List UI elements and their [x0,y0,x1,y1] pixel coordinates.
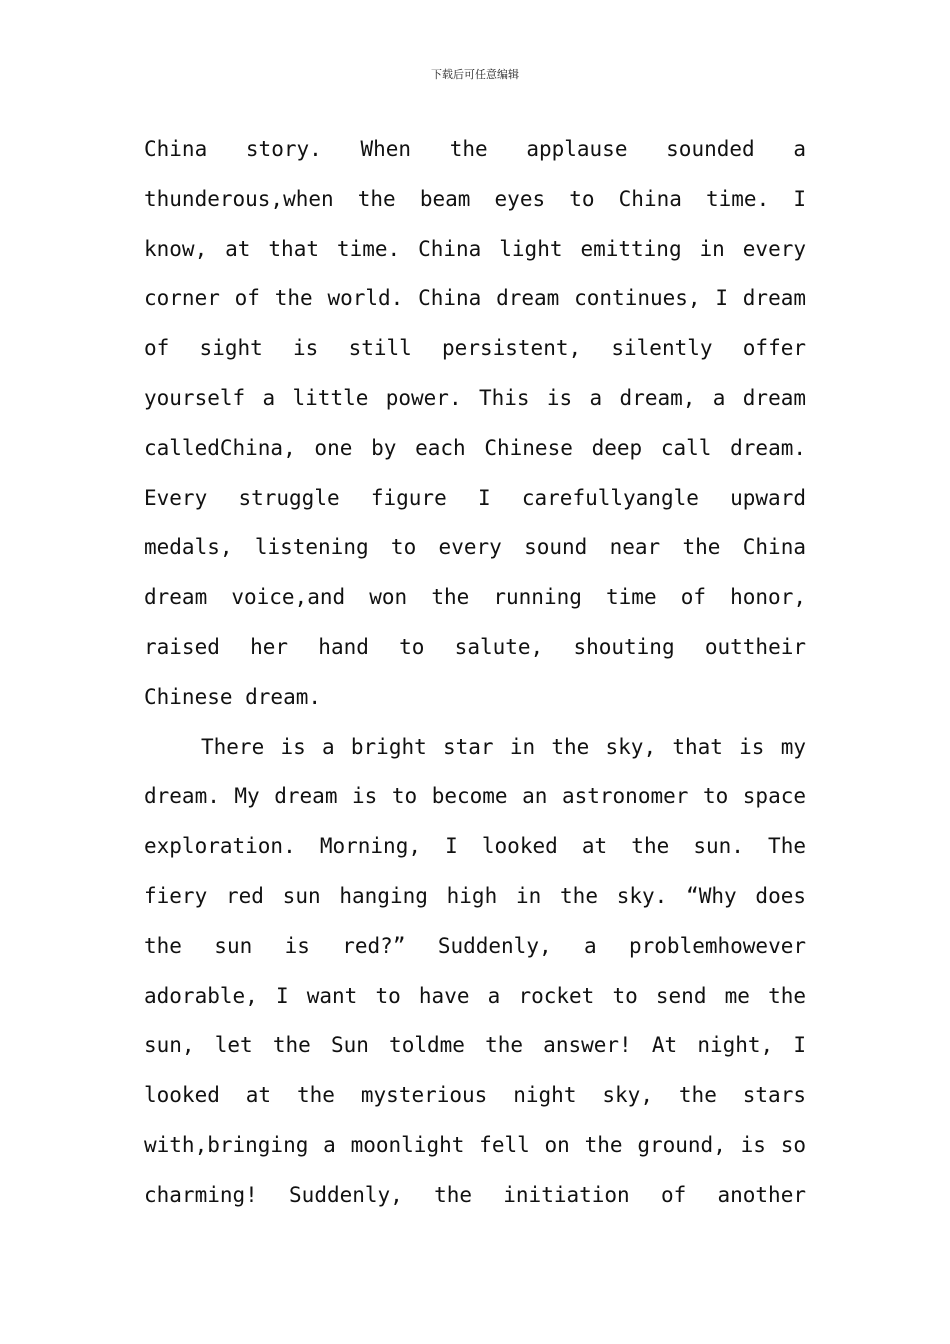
text-line: medals, listening to every sound near the China [144,535,806,560]
text-line: fiery red sun hanging high in the sky. “Why does [144,883,806,908]
text-line: adorable, I want to have a rocket to send me the [144,983,806,1008]
text-line: Chinese dream. [144,684,322,709]
text-line: exploration. Morning, I looked at the sun. The [144,834,806,859]
paragraph-1 [144,125,806,723]
text-line: charming! Suddenly, the initiation of another [144,1182,806,1207]
text-line: dream. My dream is to become an astronomer to space [144,784,806,809]
text-line: the sun is red?” Suddenly, a problemhowever [144,933,806,958]
text-line: know, at that time. China light emitting in every [144,236,806,261]
text-line: sun, let the Sun toldme the answer! At night, I [144,1033,806,1058]
paragraph-2 [144,723,806,1221]
text-line: yourself a little power. This is a dream, a dream [144,385,806,410]
text-line: with,bringing a moonlight fell on the ground, is so [144,1132,806,1157]
text-line: of sight is still persistent, silently offer [144,336,806,361]
text-line: dream voice,and won the running time of honor, [144,585,806,610]
text-line: thunderous,when the beam eyes to China time. I [144,186,806,211]
text-line: looked at the mysterious night sky, the stars [144,1083,806,1108]
text-line: corner of the world. China dream continues, I dream [144,286,806,311]
body-text [144,125,806,1221]
text-line: calledChina, one by each Chinese deep call dream. [144,435,806,460]
text-line: China story. When the applause sounded a [144,137,806,161]
header-note: 下载后可任意编辑 [431,68,519,81]
text-line: Every struggle figure I carefullyangle upward [144,485,806,510]
text-line: raised her hand to salute, shouting outtheir [144,634,806,659]
text-line: There is a bright star in the sky, that is my [201,734,806,759]
